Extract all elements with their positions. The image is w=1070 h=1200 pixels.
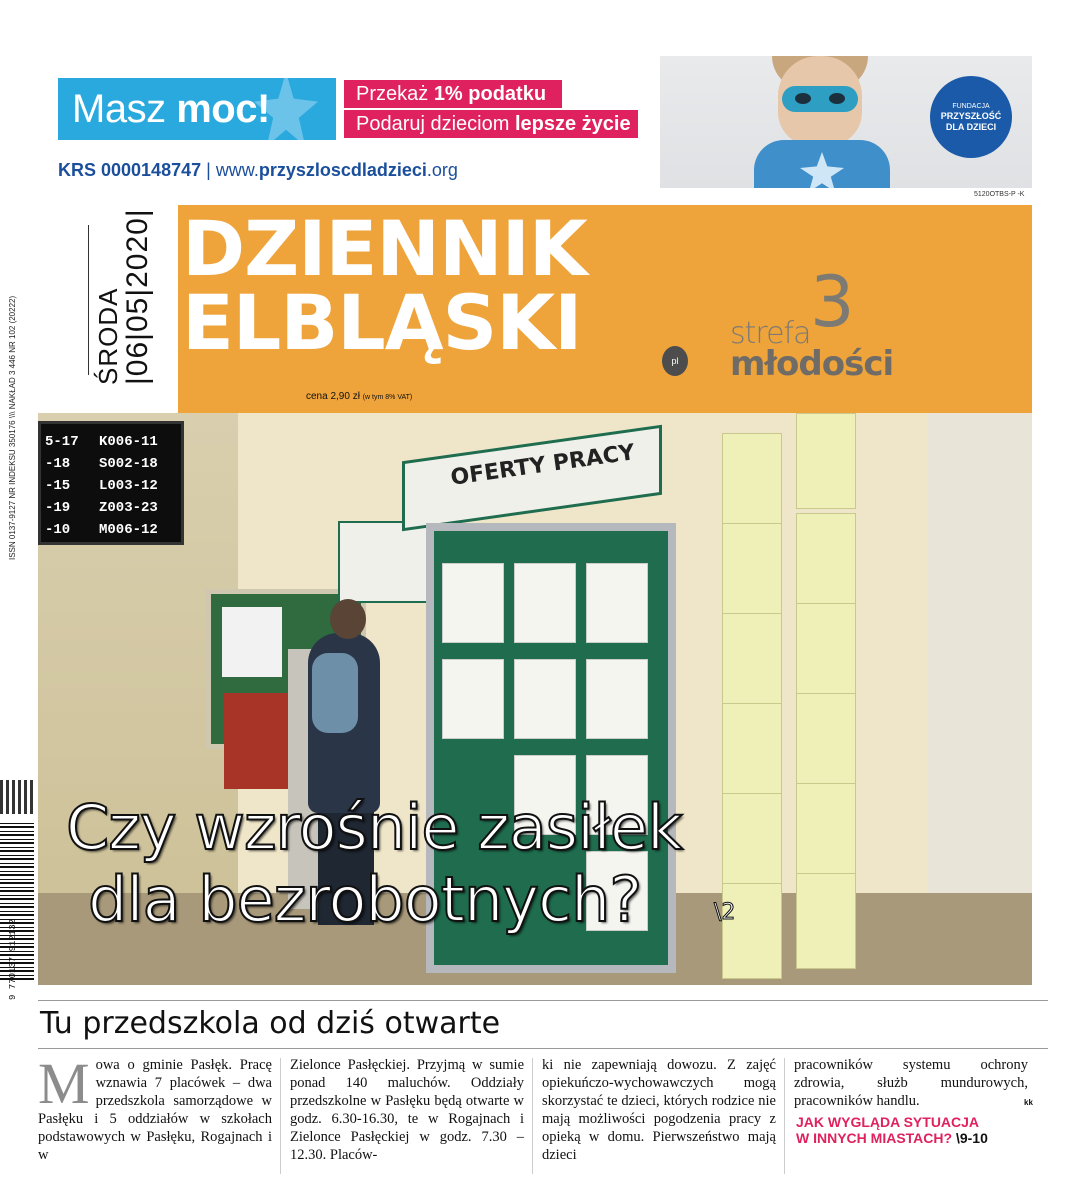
leaflet: [796, 513, 856, 609]
centrum-sign: [338, 521, 428, 603]
date-divider: [88, 225, 89, 375]
screen-cell: -10: [45, 522, 71, 538]
screen-cell: M006-12: [99, 522, 158, 538]
ad-photo-child: [660, 56, 1032, 188]
price-line: [306, 391, 412, 402]
leaflet: [722, 703, 782, 799]
teaser-page-ref: \9-10: [952, 1130, 988, 1146]
logo-pl-badge: pl: [662, 346, 688, 376]
oferty-sign-text: OFERTY PRACY: [449, 440, 637, 491]
queue-screen: [38, 421, 184, 545]
teaser-line-2: W INNYCH MIASTACH?: [796, 1130, 953, 1146]
fundacja-logo: [930, 76, 1012, 158]
krs-number: KRS 0000148747: [58, 160, 202, 180]
strefa-label: strefa: [730, 316, 811, 351]
article-column-1: [38, 1051, 272, 1164]
krs-separator: |: [201, 160, 216, 180]
logo-line-1: DZIENNIK: [182, 204, 587, 293]
leaflet: [722, 793, 782, 889]
article-top-rule: [38, 1000, 1048, 1001]
leaflet: [796, 413, 856, 509]
fund-small: FUNDACJA: [952, 103, 990, 110]
screen-cell: -15: [45, 478, 71, 494]
ad-line-2-bold: lepsze życie: [514, 113, 631, 135]
ad-line-1-text: Przekaż: [356, 83, 434, 105]
article-teaser[interactable]: [796, 1114, 988, 1146]
logo-line-2: ELBLĄSKI: [182, 278, 582, 367]
ad-line-1-bold: 1% podatku: [433, 83, 547, 105]
headline-line-2: dla bezrobotnych?: [88, 863, 642, 936]
barcode-number: 9 770137 912132: [8, 918, 18, 1000]
person-head: [330, 599, 366, 639]
ad-code: 5120OTBS-P -K: [974, 191, 1025, 198]
drop-cap: M: [38, 1051, 90, 1116]
url-domain: przyszloscdladzieci: [258, 160, 427, 180]
issue-date: |06|05|2020|: [121, 208, 154, 385]
ad-line-2: [344, 110, 638, 138]
masz-moc-box: [58, 78, 336, 140]
screen-cell: K006-11: [99, 434, 158, 450]
leaflet: [796, 693, 856, 789]
offer-sheet: [442, 563, 504, 643]
cover-headline[interactable]: [66, 792, 682, 936]
screen-cell: -18: [45, 456, 71, 472]
offer-sheet: [442, 659, 504, 739]
article-author: kk: [1024, 1098, 1033, 1107]
price-note: (w tym 8% VAT): [362, 394, 413, 401]
column-separator: [532, 1058, 533, 1174]
newspaper-logo[interactable]: [182, 204, 587, 367]
article-title[interactable]: Tu przedszkola od dziś otwarte: [40, 1006, 501, 1041]
fund-line-1: PRZYSZŁOŚĆ: [940, 111, 1002, 121]
column-separator: [280, 1058, 281, 1174]
ad-line-2-text: Podaruj dzieciom: [356, 113, 515, 135]
leaflet: [722, 613, 782, 709]
leaflet: [796, 873, 856, 969]
leaflet-rack: [708, 413, 918, 985]
mlodosci-label: młodości: [730, 344, 894, 384]
offer-sheet: [514, 563, 576, 643]
child-mask: [782, 86, 858, 112]
screen-cell: L003-12: [99, 478, 158, 494]
issn-line: ISSN 0137-9127 NR INDEKSU 350176 \\\ NAKŁAD 3 446 NR 102 (20222): [8, 295, 17, 560]
masz-moc-text: [72, 86, 270, 132]
offer-sheet: [586, 563, 648, 643]
qr-code: [0, 780, 34, 814]
screen-cell: -19: [45, 500, 71, 516]
offer-sheet: [586, 659, 648, 739]
teaser-line-1: JAK WYGLĄDA SYTUACJA: [796, 1114, 980, 1130]
headline-line-1: Czy wzrośnie zasiłek: [66, 791, 682, 864]
issue-day: ŚRODA: [93, 287, 123, 385]
red-poster: [224, 693, 296, 789]
url-prefix: www.: [215, 160, 259, 180]
fund-line-2: DLA DZIECI: [945, 122, 997, 132]
leaflet: [722, 523, 782, 619]
headline-page-ref: \2: [714, 900, 736, 925]
ad-banner: [0, 0, 1070, 200]
column-1-text: owa o gminie Pasłęk. Pracę wznawia 7 placówek – dwa przedszkola samorządowe w Pasłęku i 5 oddziałów w szkołach podstawowych w Pasłęku, Rogajnach i w: [38, 1057, 272, 1163]
screen-cell: S002-18: [99, 456, 158, 472]
screen-cell: 5-17: [45, 434, 79, 450]
article-column-4: pracowników systemu ochrony zdrowia, służb mundurowych, pracowników handlu.: [794, 1057, 1028, 1109]
leaflet: [722, 883, 782, 979]
ad-krs-line: [58, 160, 458, 181]
screen-cell: Z003-23: [99, 500, 158, 516]
article-title-rule: [38, 1048, 1048, 1049]
person-backpack: [312, 653, 358, 733]
leaflet: [796, 603, 856, 699]
strefa-number: 3: [810, 261, 855, 343]
ad-line-1: [344, 80, 562, 108]
leaflet: [796, 783, 856, 879]
issue-date-block: [94, 208, 154, 385]
article-column-3: ki nie zapewniają dowozu. Z zajęć opiekuńczo-wychowawczych mogą skorzystać te dzieci, których rodzice nie mają możliwości pogodzenia pracy z opieką w domu. Pierwszeństwo mają dzieci: [542, 1057, 776, 1163]
leaflet: [722, 433, 782, 529]
masz-word: Masz: [72, 87, 166, 131]
price: cena 2,90 zł: [306, 391, 360, 402]
notice-sheet: [222, 607, 282, 677]
moc-word: moc!: [176, 87, 270, 131]
offer-sheet: [514, 659, 576, 739]
column-separator: [784, 1058, 785, 1174]
url-suffix: .org: [426, 160, 458, 180]
article-column-2: Zielonce Pasłęckiej. Przyjmą w sumie ponad 140 maluchów. Oddziały przedszkolne w Pasłęku będą otwarte w godz. 6.30-16.30, te w Rogajnach i Zielonce Pasłęckiej w godz. 7.30 – 12.30. Placów-: [290, 1057, 524, 1163]
